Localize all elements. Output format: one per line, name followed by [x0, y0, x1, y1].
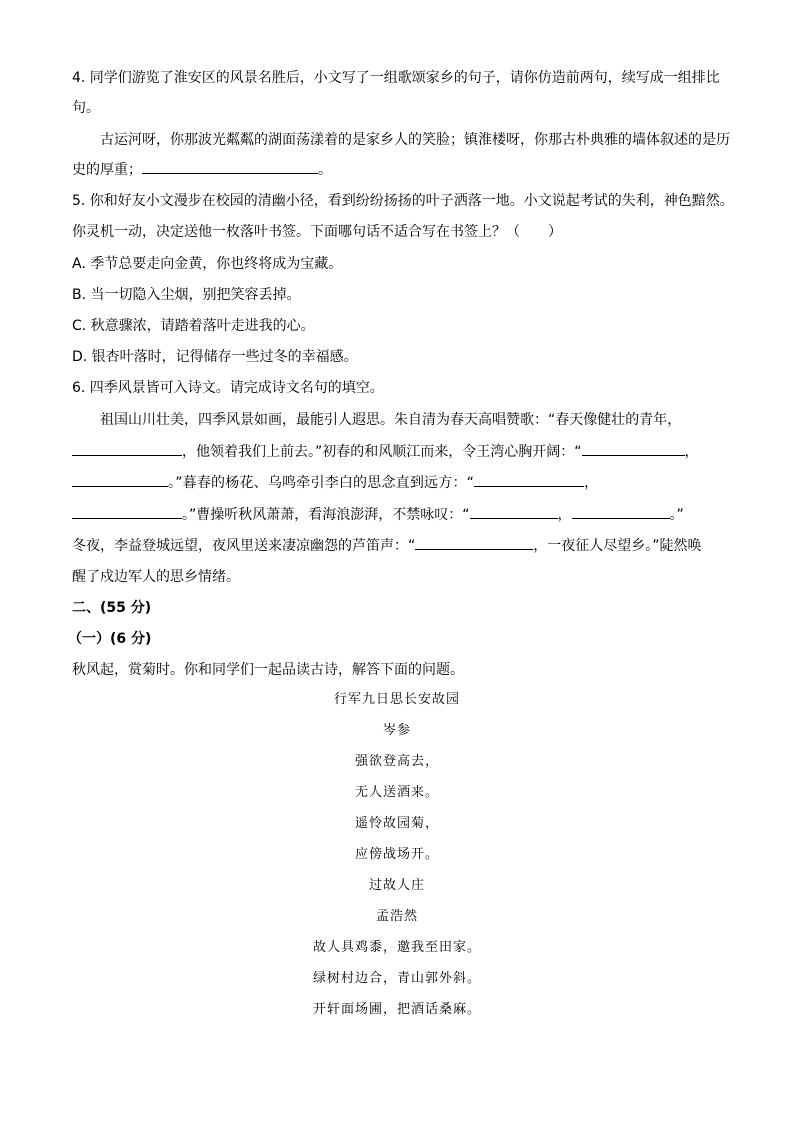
poem-2-author: 孟浩然 [375, 909, 418, 924]
q4-line-4-text: 史的厚重； [72, 162, 142, 178]
poem-2-line-1: 故人具鸡黍，邀我至田家。 [312, 940, 481, 955]
q6-blank-1[interactable] [72, 441, 182, 456]
q6-paragraph-line-2 [72, 440, 722, 464]
q6-p5-end: ，一夜征人尽望乡。”陡然唤 [533, 538, 702, 554]
q6-paragraph-line-5 [72, 534, 722, 558]
q6-paragraph-line-3 [72, 471, 722, 495]
section-2-subheading: （一）(6 分) [68, 631, 152, 647]
q6-blank-2[interactable] [582, 441, 685, 456]
q6-paragraph-line-6: 醒了戍边军人的思乡情绪。 [72, 569, 240, 585]
q6-paragraph-line-1 [100, 408, 722, 432]
q6-p4-comma: ， [557, 507, 572, 523]
q4-line-1: 4. 同学们游览了淮安区的风景名胜后，小文写了一组歌颂家乡的句子，请你仿造前两句，续写成一组排比 [72, 70, 720, 86]
q6-p2-text: ，他领着我们上前去。”初春的和风顺江而来，令王湾心胸开阔：“ [182, 444, 582, 460]
q6-blank-8[interactable] [415, 535, 533, 550]
q6-blank-5[interactable] [72, 504, 182, 519]
poem-1-line-1: 强欲登高去， [354, 754, 439, 769]
q6-paragraph-line-4 [72, 503, 722, 527]
q6-blank-4[interactable] [474, 472, 584, 487]
q6-p1-text: 祖国山川壮美，四季风景如画，最能引人遐思。朱自清为春天高唱赞歌：“春天像健壮的青年， [100, 412, 682, 428]
q4-line-4 [72, 158, 722, 182]
poem-1-line-3: 遥怜故园菊， [354, 816, 439, 831]
q6-blank-7[interactable] [572, 504, 670, 519]
q6-line-1: 6. 四季风景皆可入诗文。请完成诗文名句的填空。 [72, 380, 384, 396]
q4-line-4-end: 。 [318, 162, 332, 178]
q4-line-3: 古运河呀，你那波光粼粼的湖面荡漾着的是家乡人的笑脸；镇淮楼呀，你那古朴典雅的墙体叙述的是历 [100, 132, 730, 148]
q5-option-b: B. 当一切隐入尘烟，别把笑容丢掉。 [72, 287, 301, 303]
q4-answer-blank[interactable] [142, 159, 318, 174]
poem-1-line-2: 无人送酒来。 [354, 785, 439, 800]
q6-blank-3[interactable] [72, 472, 168, 487]
q6-p3-text: 。”暮春的杨花、乌鸣牵引李白的思念直到远方：“ [168, 475, 475, 491]
poem-1-author: 岑参 [382, 723, 411, 738]
q6-p4-text: 。”曹操听秋风萧萧，看海浪澎湃，不禁咏叹：“ [182, 507, 470, 523]
q5-option-d: D. 银杏叶落时，记得储存一些过冬的幸福感。 [72, 349, 358, 365]
poem-2-line-2: 绿树村边合，青山郭外斜。 [312, 971, 481, 986]
q5-line-2: 你灵机一动，决定送他一枚落叶书签。下面哪句话不适合写在书签上？（ ） [72, 224, 562, 240]
poem-1-title: 行军九日思长安故园 [333, 692, 460, 707]
poem-1-line-4: 应傍战场开。 [354, 847, 439, 862]
section-2-intro: 秋风起，赏菊时。你和同学们一起品读古诗，解答下面的问题。 [72, 662, 464, 678]
q5-line-1: 5. 你和好友小文漫步在校园的清幽小径，看到纷纷扬扬的叶子洒落一地。小文说起考试的失利，神色黯然。 [72, 193, 734, 209]
q6-p2-end: ， [684, 444, 699, 460]
q5-option-c: C. 秋意骤浓，请踏着落叶走进我的心。 [72, 318, 315, 334]
q5-option-a: A. 季节总要走向金黄，你也终将成为宝藏。 [72, 256, 343, 272]
q6-p3-end: ， [584, 475, 599, 491]
q4-line-2: 句。 [72, 100, 100, 116]
poem-2-title: 过故人庄 [368, 878, 425, 893]
q6-p4-end: 。” [669, 507, 684, 523]
q6-blank-6[interactable] [470, 504, 558, 519]
q6-p5-text: 冬夜，李益登城远望，夜风里送来凄凉幽怨的芦笛声：“ [72, 538, 416, 554]
section-2-heading: 二、(55 分) [72, 600, 152, 616]
poem-2-line-3: 开轩面场圃，把酒话桑麻。 [312, 1002, 481, 1017]
